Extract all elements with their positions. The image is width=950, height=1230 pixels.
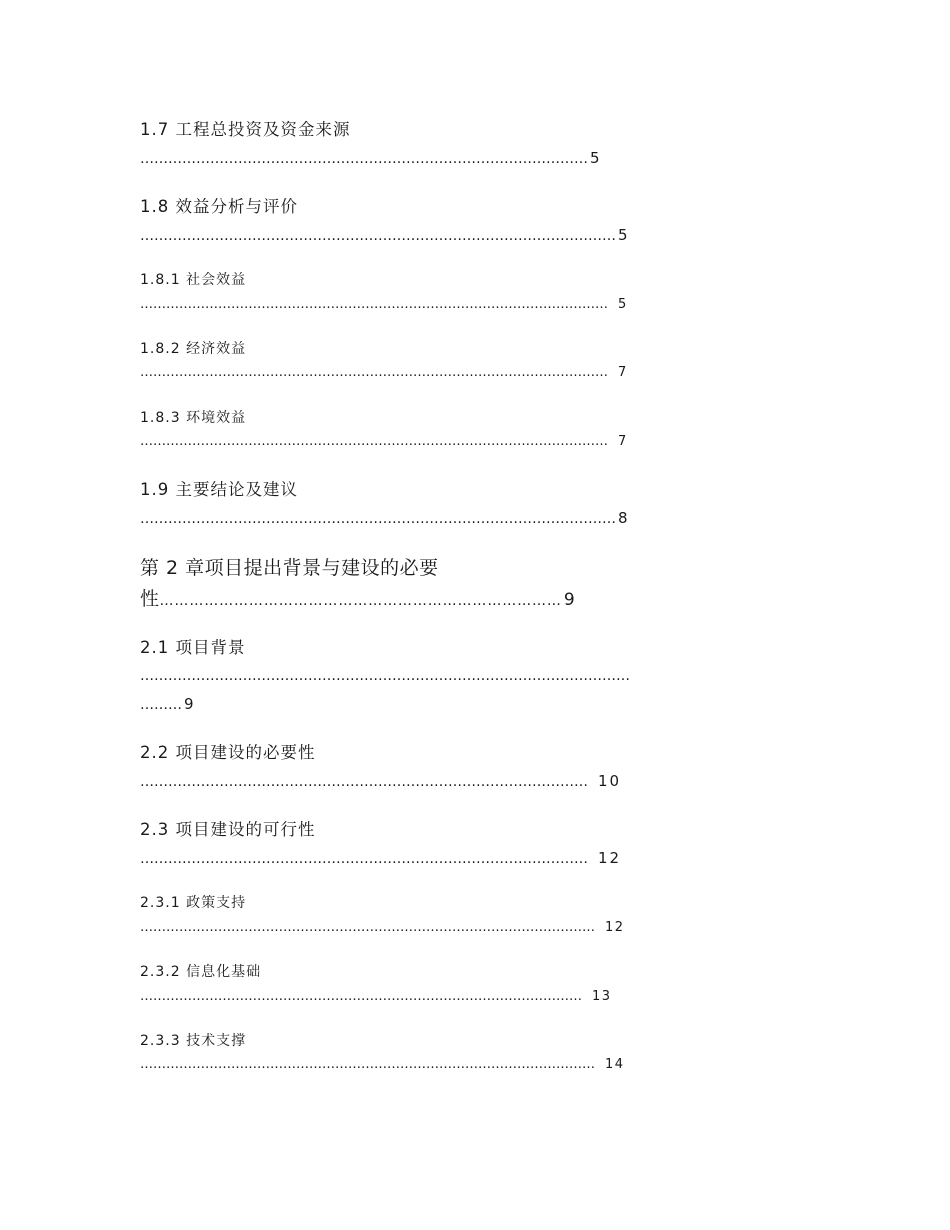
toc-title-2-3: 2.3 项目建设的可行性 [140,820,316,839]
dot-leader: ………………………………………………………………………………………… [140,511,616,527]
toc-title-1-8-1: 1.8.1 社会效益 [140,272,247,288]
toc-title-2-3-1: 2.3.1 政策支持 [140,895,247,911]
toc-title-2-3-2: 2.3.2 信息化基础 [140,964,262,980]
toc-page-number: 8 [618,509,629,527]
toc-page-number: 13 [592,989,612,1004]
toc-leader-1-8 [140,228,628,243]
dot-leader: …………………………………………………………………………………………… [140,668,630,684]
dot-leader: …………………………………………………………………………………………… [140,1057,595,1072]
toc-page-number: 12 [605,920,625,935]
toc-leader-2-1 [140,669,630,683]
dot-leader: ……… [140,697,182,713]
toc-leader-1-8-2 [140,366,628,379]
toc-leader-2-3-1 [140,921,625,934]
dot-leader: …………………………………………………………………………………… [140,774,588,790]
toc-page-number: 10 [598,772,622,790]
toc-title-1-7: 1.7 工程总投资及资金来源 [140,120,351,139]
toc-leader-1-7 [140,151,600,166]
dot-leader: …………………………………………………………………………………… [140,151,588,167]
toc-leader-2-3-3 [140,1058,625,1071]
toc-leader-2-3 [140,851,621,866]
dot-leader: …………………………………………………………………………………………… [140,920,595,935]
dot-leader: ………………………………………………………………………………………… [140,228,616,244]
dot-leader: ………………………………………………………………………………………… [140,989,582,1004]
toc-leader-chapter-2 [140,590,575,609]
toc-leader-1-8-1 [140,298,628,311]
toc-title-1-8-3: 1.8.3 环境效益 [140,410,247,426]
toc-title-1-9: 1.9 主要结论及建议 [140,480,298,499]
toc-page-number: 12 [598,849,622,867]
toc-page-number: 7 [618,365,628,380]
dot-leader: ……………………………………………………………………………………………… [140,365,608,380]
toc-page-number: 5 [618,297,628,312]
toc-page-number: 5 [590,149,601,167]
toc-title-2-2: 2.2 项目建设的必要性 [140,743,316,762]
toc-page-number: 9 [184,695,195,713]
dot-leader: ……………………………………………………………………………………………… [140,434,608,449]
toc-leader-2-3-2 [140,990,612,1003]
toc-leader-1-8-3 [140,435,628,448]
toc-leader-2-1-cont [140,697,194,712]
toc-title-chapter-2: 第 2 章项目提出背景与建设的必要 [140,557,439,579]
toc-title-2-1: 2.1 项目背景 [140,638,246,657]
dot-leader: ……………………………………………………………………… [159,593,562,609]
toc-title-2-3-3: 2.3.3 技术支撑 [140,1033,247,1049]
toc-leader-2-2 [140,774,621,789]
toc-page-number: 5 [618,226,629,244]
toc-page-number: 7 [618,434,628,449]
toc-leader-1-9 [140,511,628,526]
toc-title-1-8: 1.8 效益分析与评价 [140,197,298,216]
dot-leader: …………………………………………………………………………………… [140,851,588,867]
toc-page-number: 9 [563,590,576,610]
toc-page-number: 14 [605,1057,625,1072]
toc-title-chapter-2-cont: 性 [140,588,160,610]
toc-title-1-8-2: 1.8.2 经济效益 [140,341,247,357]
dot-leader: ……………………………………………………………………………………………… [140,297,608,312]
